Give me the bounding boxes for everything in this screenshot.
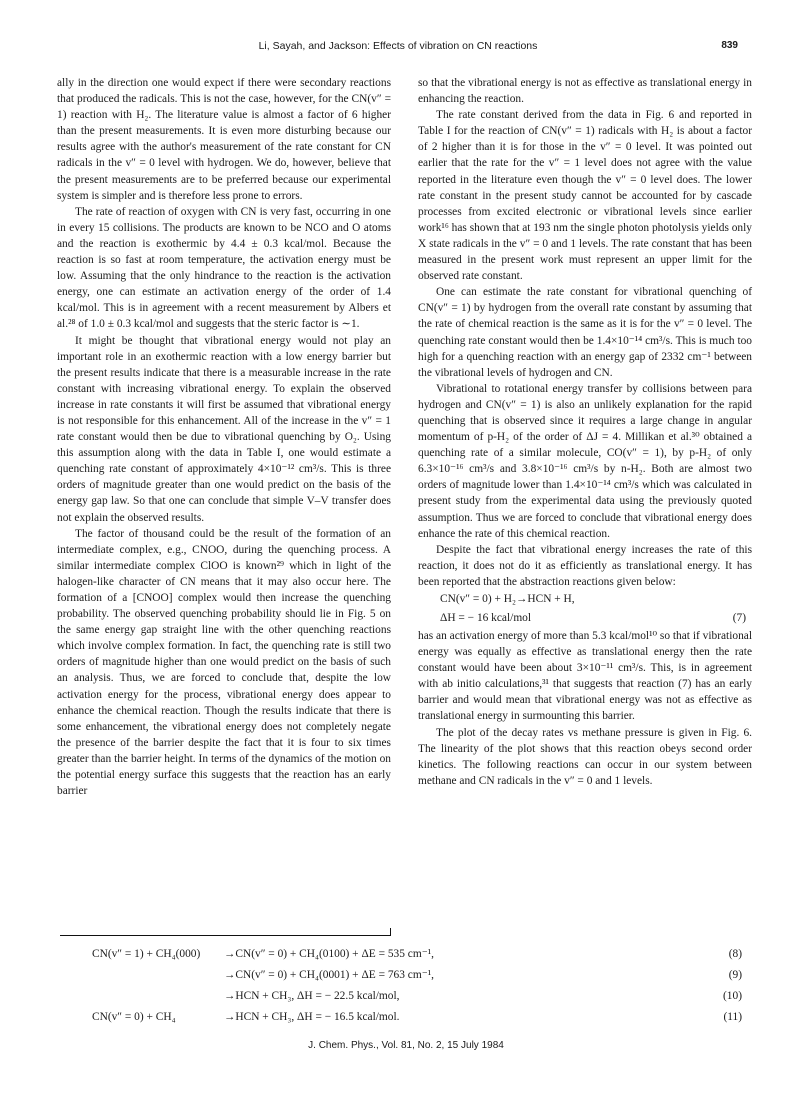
- right-column: [418, 75, 752, 789]
- paragraph: has an activation energy of more than 5.3 kcal/mol¹⁰ so that if vibrational energy was equally as effective as translational energy then the rate constant would have been about 3×10⁻¹¹ cm³/s. This, is in agreement with ab initio calculations,³¹ that suggests that reaction (7) has an early barrier and would mean that vibrational energy was not as effective as translational energy in surmounting this barrier.: [418, 630, 752, 723]
- reaction-11: [92, 1007, 742, 1028]
- reactants: CN(v″ = 1) + CH₄(000): [92, 948, 201, 960]
- equation-number: (10): [723, 990, 742, 1002]
- equation-7-line-1: [418, 590, 752, 609]
- products: →CN(v″ = 0) + CH₄(0001) + ΔE = 763 cm⁻¹,: [224, 969, 434, 981]
- rule-tick: [390, 928, 391, 936]
- paragraph: so that the vibrational energy is not as effective as translational energy in enhancing the reaction.: [418, 77, 752, 106]
- left-column: [57, 75, 391, 799]
- equation-number: (9): [728, 969, 742, 981]
- page-header: [58, 40, 738, 60]
- paragraph: The rate constant derived from the data in Fig. 6 and reported in Table I for the reaction of CN(v″ = 1) radicals with H₂ is about a factor of 2 higher than it is for those in the v″ = 0 level. It was pointed out earlier that the rate for the v″ = 1 level does not agree with the value reported in the literature even though the v″ = 0 level does. The lower rate constant in the present study cannot be accounted for by cascade processes from excited electronic or vibrational levels since earlier work¹⁶ has shown that at 193 nm the single photon photolysis yields only X state radicals in the v″ = 0 and 1 levels. The rate constant that has been measured in the present work must represent an upper limit for the observed rate constant.: [418, 109, 752, 283]
- products: →HCN + CH₃, ΔH = − 16.5 kcal/mol.: [224, 1011, 400, 1023]
- paragraph: Vibrational to rotational energy transfer by collisions between para hydrogen and CN(v″ = 1) is also an unlikely explanation for the rapid quenching that is observed since it requires a large change in angular momentum of p-H₂ of the order of ΔJ = 4. Millikan et al.³⁰ obtained a quenching rate of a similar molecule, CO(v″ = 1), by p-H₂ of only 6.3×10⁻¹⁶ cm³/s and 3.8×10⁻¹⁶ cm³/s by n-H₂. Both are almost two orders of magnitude lower than 1.4×10⁻¹⁴ cm³/s which was calculated in present study from the experimental data using the previously quoted assumption. Thus we are forced to conclude that vibrational energy does enhance the rate of this chemical reaction.: [418, 382, 752, 540]
- reaction-9: [92, 965, 742, 986]
- reactants: CN(v″ = 0) + CH₄: [92, 1011, 176, 1023]
- equation-text: CN(v″ = 0) + H₂→HCN + H,: [440, 593, 575, 605]
- equation-7-line-2: [418, 609, 752, 628]
- column-end-rule: [60, 935, 390, 936]
- page-number: 839: [721, 40, 738, 51]
- paragraph: The factor of thousand could be the result of the formation of an intermediate complex, e.g., CNOO, during the quenching process. A similar intermediate complex ClOO is known²⁹ which in light of the halogen-like character of CN means that it may also occur here. The formation of a [CNOO] complex would then increase the quenching probability. The observed quenching probability should lie in Fig. 5 on the same energy gap straight line with the other quenching reactions which involve complex formation. In fact, the quenching rate is still two orders of magnitude higher than one would predict on the basis of such an analysis. Thus, we are forced to conclude that, despite the low activation energy for the process, vibrational energy does appear to enhance the chemical reaction. Though the results indicate that there is some enhancement, the vibrational energy does not completely negate the presence of the barrier despite the fact that it is four to six times greater than the barrier height. In terms of the dynamics of the motion on the potential energy surface this suggests that the reaction has an early barrier: [57, 527, 391, 798]
- reaction-equations: [92, 944, 742, 1028]
- equation-number: (8): [728, 948, 742, 960]
- running-title: Li, Sayah, and Jackson: Effects of vibration on CN reactions: [258, 40, 538, 52]
- equation-text: ΔH = − 16 kcal/mol: [440, 612, 532, 624]
- paragraph: It might be thought that vibrational energy would not play an important role in an exothermic reaction with a low energy barrier but the present results indicate that there is a measurable increase in the rate constant with increasing vibrational energy. To explain the observed increase in rate constants it will first be assumed that vibrational energy is not responsible for this enhancement. All of the increase in the v″ = 1 rate constant would then be due to vibrational quenching by O₂. Using this assumption along with the data in Table I, one would estimate a quenching rate constant of approximately 4×10⁻¹² cm³/s. This is three orders of magnitude greater than one would predict on the basis of the energy gap law. So that one can conclude that simple V–V transfer does not explain the observed results.: [57, 334, 391, 524]
- paragraph: One can estimate the rate constant for vibrational quenching of CN(v″ = 1) by hydrogen from the overall rate constant by assuming that the rate of chemical reaction is the same as it is for the v″ = 0 level. The quenching rate constant would then be 1.4×10⁻¹⁴ cm³/s. This is much too high for a quenching reaction with an energy gap of 2332 cm⁻¹ between the vibrational levels of hydrogen and CN.: [418, 286, 752, 379]
- paragraph: Despite the fact that vibrational energy increases the rate of this reaction, it does not do it as efficiently as translational energy. It has been reported that the abstraction reactions given below:: [418, 543, 752, 588]
- products: →CN(v″ = 0) + CH₄(0100) + ΔE = 535 cm⁻¹,: [224, 948, 434, 960]
- equation-number: (11): [723, 1011, 742, 1023]
- products: →HCN + CH₃, ΔH = − 22.5 kcal/mol,: [224, 990, 400, 1002]
- equation-number: (7): [732, 612, 746, 624]
- paragraph: ally in the direction one would expect if there were secondary reactions that produced the radicals. This is not the case, however, for the CN(v″ = 1) reaction with H₂. The literature value is almost a factor of 6 higher than the present measurements. It is even more disturbing because our results agree with the author's measurement of the rate constant for CN radicals in the v″ = 0 level with hydrogen. We do, however, believe that the present measurements are to be preferred because our experimental system is simpler and is therefore less prone to errors.: [57, 77, 391, 202]
- reaction-8: [92, 944, 742, 965]
- reaction-10: [92, 986, 742, 1007]
- paragraph: The plot of the decay rates vs methane pressure is given in Fig. 6. The linearity of the plot shows that this reaction obeys second order kinetics. The following reactions can occur in our system between methane and CN radicals in the v″ = 0 and 1 levels.: [418, 726, 752, 787]
- paragraph: The rate of reaction of oxygen with CN is very fast, occurring in one in every 15 collisions. The products are known to be NCO and O atoms and the reaction is exothermic by 4.4 ± 0.3 kcal/mol. Because the reaction is so fast at room temperature, the activation energy must be low. Assuming that the only hindrance to the reaction is the activation energy, one can estimate an activation energy of the order of 1.4 kcal/mol. This is in agreement with a recent measurement by Albers et al.²⁸ of 1.0 ± 0.3 kcal/mol and suggests that the steric factor is ∼1.: [57, 205, 391, 331]
- journal-footer: J. Chem. Phys., Vol. 81, No. 2, 15 July 1984: [308, 1040, 504, 1051]
